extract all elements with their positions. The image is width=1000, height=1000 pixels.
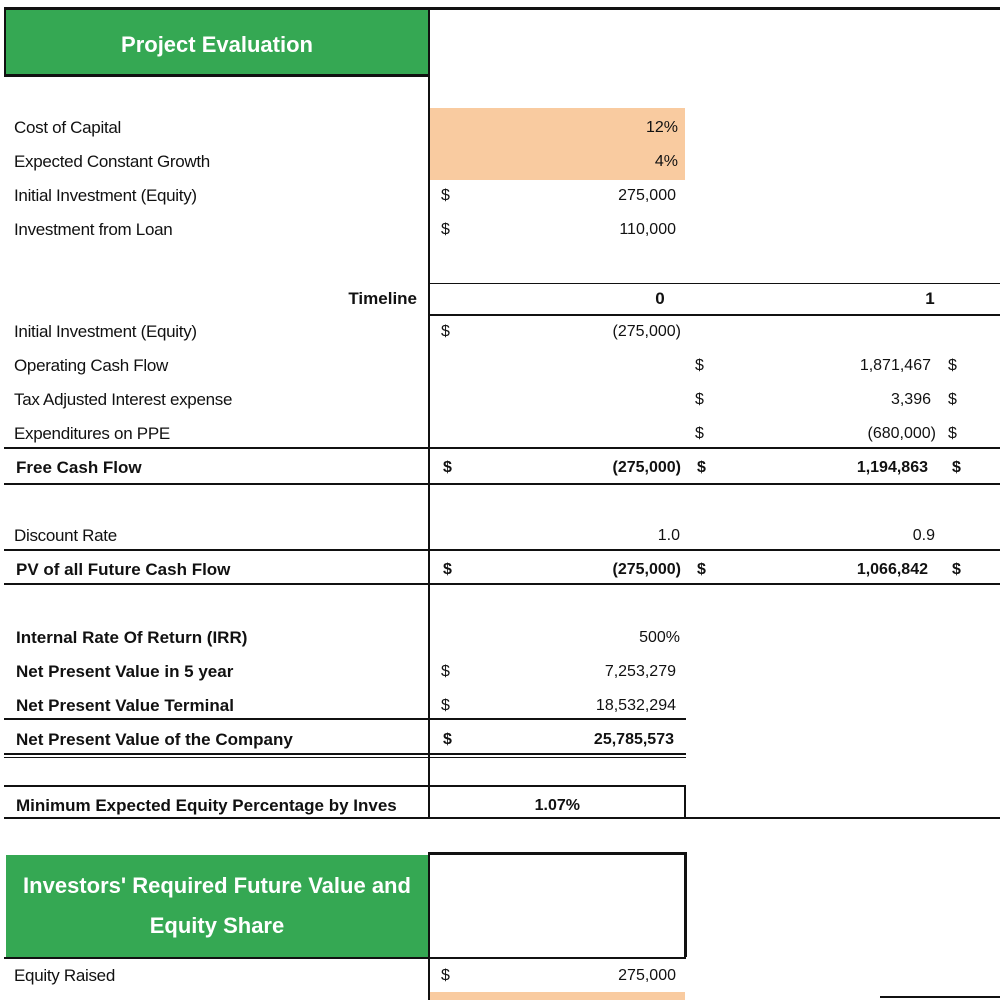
pv-future-value-1: 1,066,842	[856, 561, 928, 578]
cf-initial-investment-currency: $	[441, 323, 450, 340]
cost-of-capital-value: 12%	[645, 119, 678, 136]
cf-initial-investment-value: (275,000)	[612, 323, 681, 340]
fcf-bottom-line	[4, 483, 1000, 485]
loan-investment-label: Investment from Loan	[14, 220, 173, 239]
pv-future-currency-2: $	[952, 561, 961, 578]
project-evaluation-title: Project Evaluation	[121, 32, 313, 57]
operating-cash-flow-currency-1: $	[695, 357, 704, 374]
cf-initial-investment-label: Initial Investment (Equity)	[14, 322, 197, 341]
pv-future-label: PV of all Future Cash Flow	[16, 560, 231, 579]
npv-terminal-label: Net Present Value Terminal	[16, 696, 234, 715]
timeline-period-1: 1	[925, 289, 935, 308]
min-equity-value: 1.07%	[534, 797, 580, 814]
initial-investment-currency: $	[441, 187, 450, 204]
min-equity-right-border	[684, 785, 686, 818]
operating-cash-flow-label: Operating Cash Flow	[14, 356, 168, 375]
npv-5-year-value: 7,253,279	[604, 663, 676, 680]
ppe-expenditure-currency-1: $	[695, 425, 704, 442]
initial-investment-label: Initial Investment (Equity)	[14, 186, 197, 205]
equity-raised-label: Equity Raised	[14, 966, 115, 985]
tax-interest-currency-2: $	[948, 391, 957, 408]
header-bottom-border	[4, 74, 430, 77]
irr-value: 500%	[639, 629, 680, 646]
timeline-label: Timeline	[348, 289, 417, 308]
bottom-right-line	[880, 996, 1000, 998]
discount-rate-label: Discount Rate	[14, 526, 117, 545]
tax-interest-label: Tax Adjusted Interest expense	[14, 390, 233, 409]
min-equity-bottom-line	[4, 817, 1000, 819]
timeline-bottom-line	[430, 314, 1000, 316]
timeline-period-0: 0	[655, 289, 665, 308]
pv-top-line	[4, 549, 1000, 551]
free-cash-flow-label: Free Cash Flow	[16, 458, 142, 477]
timeline-top-line	[430, 283, 1000, 284]
initial-investment-value: 275,000	[618, 187, 676, 204]
free-cash-flow-currency-2: $	[952, 459, 961, 476]
npv-company-bottom-line-1	[4, 753, 686, 755]
npv-company-label: Net Present Value of the Company	[16, 730, 293, 749]
investors-title-line1: Investors' Required Future Value and	[23, 873, 411, 898]
loan-investment-currency: $	[441, 221, 450, 238]
npv-company-currency: $	[443, 731, 452, 748]
investors-header-top-border	[428, 852, 686, 855]
equity-raised-currency: $	[441, 967, 450, 984]
ppe-expenditure-label: Expenditures on PPE	[14, 424, 170, 443]
free-cash-flow-value-0: (275,000)	[612, 459, 681, 476]
irr-label: Internal Rate Of Return (IRR)	[16, 628, 248, 647]
min-equity-label	[16, 796, 428, 816]
ppe-expenditure-value-1: (680,000)	[867, 425, 936, 442]
expected-growth-label: Expected Constant Growth	[14, 152, 210, 171]
pv-future-value-0: (275,000)	[612, 561, 681, 578]
npv-company-top-line	[4, 718, 686, 720]
min-equity-label-text: Minimum Expected Equity Percentage by Inves	[16, 796, 397, 815]
investors-header	[6, 855, 428, 957]
free-cash-flow-currency-0: $	[443, 459, 452, 476]
loan-investment-value: 110,000	[619, 221, 676, 238]
expected-growth-value: 4%	[654, 153, 678, 170]
fcf-top-line	[4, 447, 1000, 449]
investors-right-border	[684, 852, 687, 957]
project-evaluation-header	[6, 10, 428, 74]
cost-of-capital-label: Cost of Capital	[14, 118, 121, 137]
npv-company-value: 25,785,573	[593, 731, 674, 748]
pv-future-currency-0: $	[443, 561, 452, 578]
label-column-border	[428, 7, 430, 817]
investors-title-line2: Equity Share	[149, 913, 285, 938]
npv-terminal-value: 18,532,294	[595, 697, 676, 714]
npv-terminal-currency: $	[441, 697, 450, 714]
pv-bottom-line	[4, 583, 1000, 585]
bottom-input-cell[interactable]	[430, 992, 685, 1000]
top-border	[4, 7, 1000, 10]
min-equity-top-line	[4, 785, 686, 787]
operating-cash-flow-value-1: 1,871,467	[859, 357, 931, 374]
left-border	[4, 7, 6, 77]
tax-interest-value-1: 3,396	[890, 391, 931, 408]
free-cash-flow-value-1: 1,194,863	[856, 459, 928, 476]
free-cash-flow-currency-1: $	[697, 459, 706, 476]
investors-header-bottom-border	[4, 957, 686, 959]
ppe-expenditure-currency-2: $	[948, 425, 957, 442]
discount-rate-value-1: 0.9	[912, 527, 935, 544]
equity-raised-value: 275,000	[618, 967, 676, 984]
npv-5-year-label: Net Present Value in 5 year	[16, 662, 234, 681]
npv-5-year-currency: $	[441, 663, 450, 680]
tax-interest-currency-1: $	[695, 391, 704, 408]
npv-company-bottom-line-2	[4, 757, 686, 758]
pv-future-currency-1: $	[697, 561, 706, 578]
investors-label-column-border	[428, 852, 430, 1000]
discount-rate-value-0: 1.0	[657, 527, 680, 544]
operating-cash-flow-currency-2: $	[948, 357, 957, 374]
